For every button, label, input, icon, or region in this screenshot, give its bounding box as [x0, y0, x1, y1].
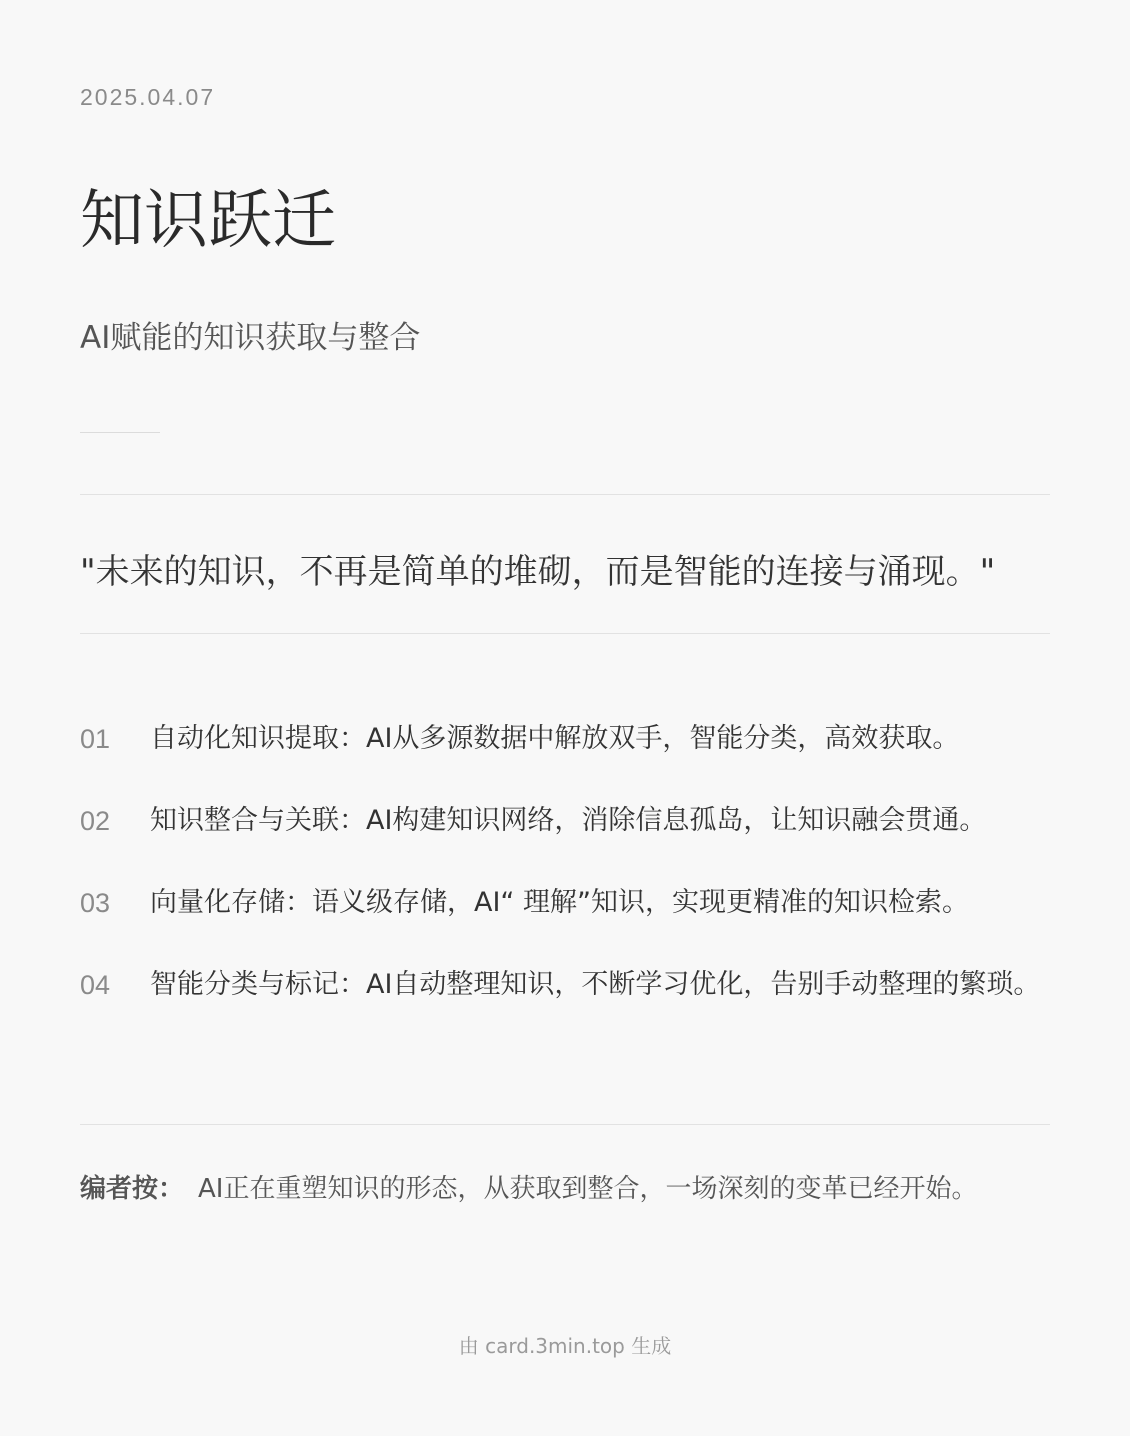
title-accent-divider [80, 432, 160, 433]
page-title: 知识跃迁 [80, 184, 336, 258]
list-item-number: 02 [80, 806, 111, 836]
editor-note [80, 1168, 1050, 1205]
editor-note-text: AI正在重塑知识的形态，从获取到整合，一场深刻的变革已经开始。 [198, 1174, 978, 1204]
editor-note-label: 编者按： [80, 1174, 185, 1204]
list-item-number: 01 [80, 724, 111, 754]
list-item-text: 自动化知识提取：AI从多源数据中解放双手，智能分类，高效获取。 [150, 723, 960, 754]
list-item-text: 向量化存储：语义级存储，AI“ 理解”知识，实现更精准的知识检索。 [150, 887, 969, 918]
date-label: 2025.04.07 [80, 84, 216, 110]
pull-quote: "未来的知识，不再是简单的堆砌，而是智能的连接与涌现。" [80, 552, 996, 592]
page-subtitle: AI赋能的知识获取与整合 [80, 320, 421, 356]
list-item [80, 800, 1050, 842]
list-item [80, 882, 1050, 924]
footer-credit: 由 card.3min.top 生成 [458, 1334, 672, 1358]
list-item-number: 04 [80, 970, 111, 1000]
list-item [80, 964, 1050, 1006]
quote-top-divider [80, 494, 1050, 495]
list-item-number: 03 [80, 888, 111, 918]
quote-bottom-divider [80, 633, 1050, 634]
list-item-text: 智能分类与标记：AI自动整理知识，不断学习优化，告别手动整理的繁琐。 [150, 969, 1041, 1000]
list-item [80, 718, 1050, 760]
points-list [80, 718, 1050, 1046]
list-item-text: 知识整合与关联：AI构建知识网络，消除信息孤岛，让知识融会贯通。 [150, 805, 987, 836]
editor-note-divider [80, 1124, 1050, 1125]
